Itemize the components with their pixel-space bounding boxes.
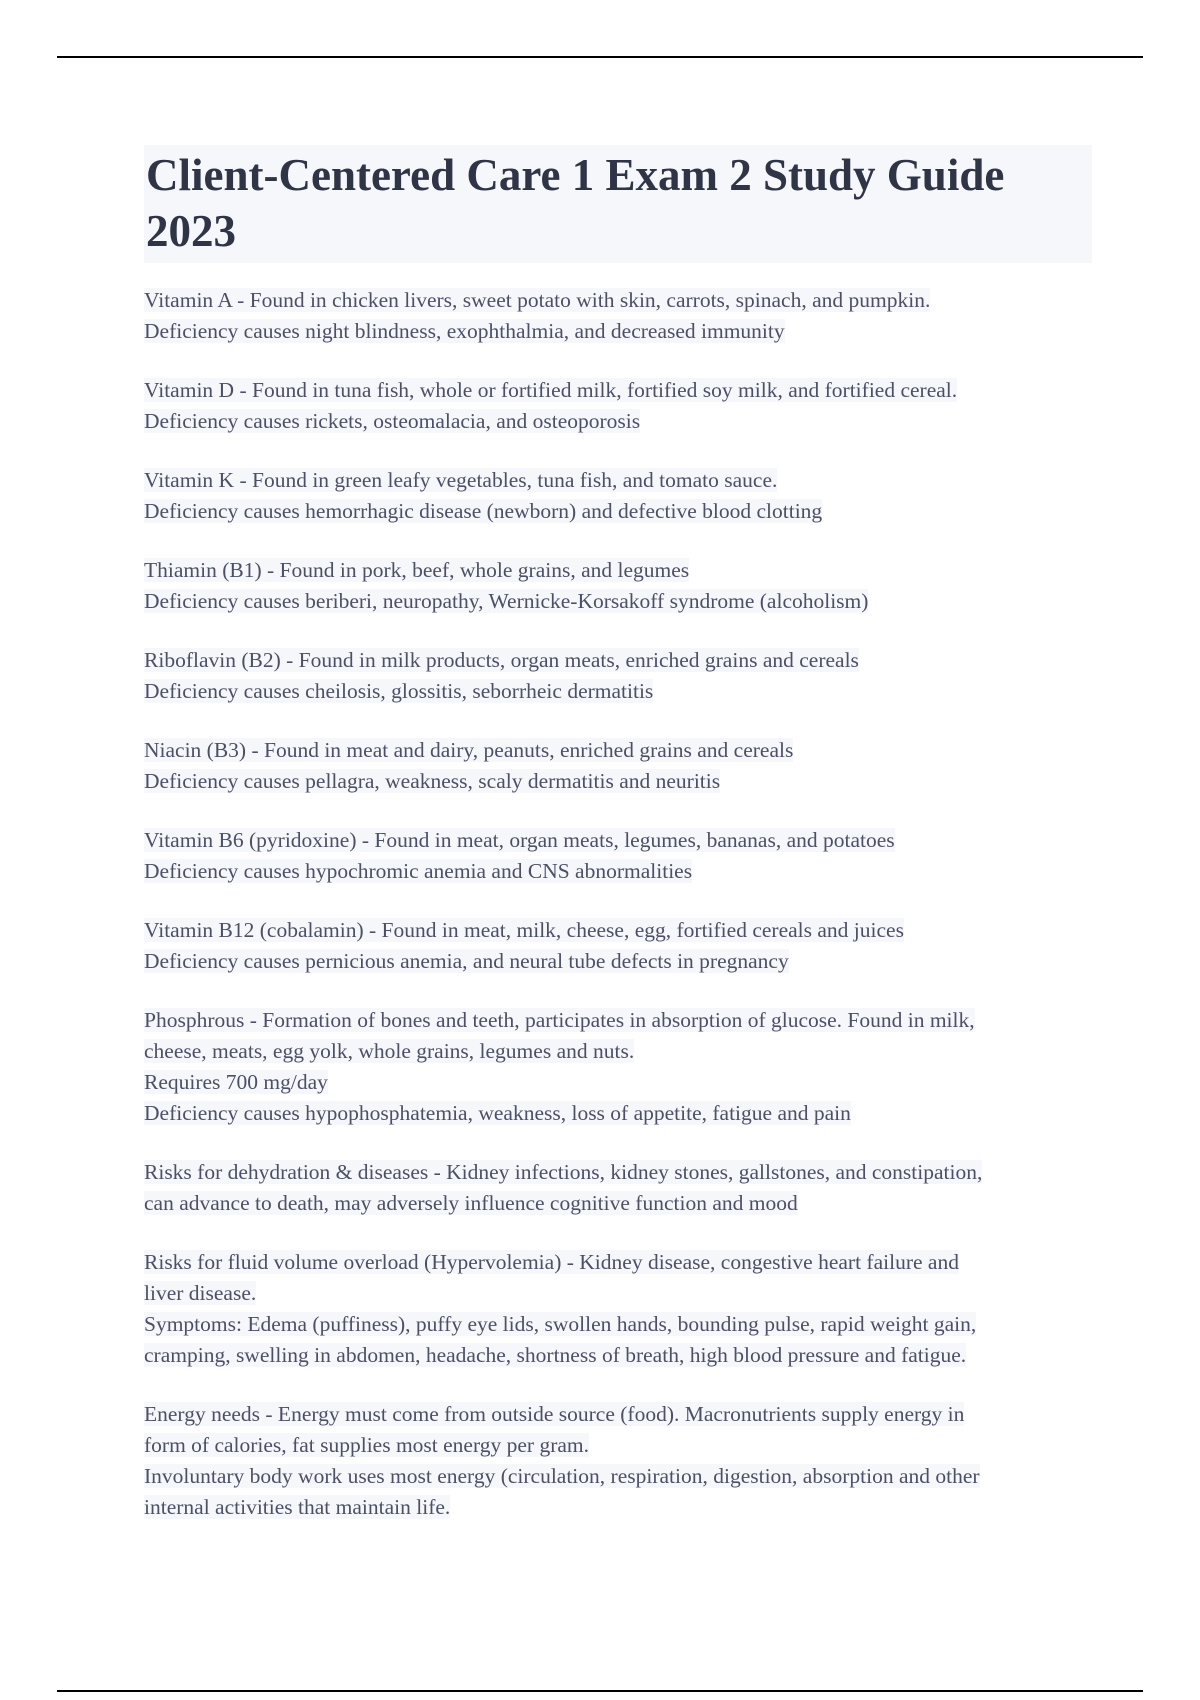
top-rule (57, 56, 1143, 58)
entry-line: Involuntary body work uses most energy (circulation, respiration, digestion, absorption and other (144, 1464, 980, 1488)
entry-energy-needs (144, 1400, 1094, 1524)
entry-line: Risks for dehydration & diseases - Kidney infections, kidney stones, gallstones, and constipation, (144, 1160, 983, 1184)
entry-vitamin-k (144, 466, 1094, 528)
entry-line: can advance to death, may adversely influence cognitive function and mood (144, 1191, 798, 1215)
entry-line: Phosphrous - Formation of bones and teeth, participates in absorption of glucose. Found in milk, (144, 1008, 975, 1032)
entry-line: Deficiency causes hypochromic anemia and CNS abnormalities (144, 859, 693, 883)
entry-line: Deficiency causes hemorrhagic disease (newborn) and defective blood clotting (144, 499, 823, 523)
entry-line: liver disease. (144, 1281, 257, 1305)
entry-line: Risks for fluid volume overload (Hypervolemia) - Kidney disease, congestive heart failure and (144, 1250, 959, 1274)
entry-vitamin-b6 (144, 826, 1094, 888)
entry-phosphrous (144, 1006, 1094, 1130)
entry-hypervolemia-risks (144, 1248, 1094, 1372)
entry-line: Energy needs - Energy must come from outside source (food). Macronutrients supply energy in (144, 1402, 965, 1426)
entry-line: Deficiency causes cheilosis, glossitis, seborrheic dermatitis (144, 679, 654, 703)
entry-line: Vitamin K - Found in green leafy vegetables, tuna fish, and tomato sauce. (144, 468, 778, 492)
entry-line: Deficiency causes rickets, osteomalacia, and osteoporosis (144, 409, 641, 433)
entry-line: Symptoms: Edema (puffiness), puffy eye lids, swollen hands, bounding pulse, rapid weight gain, (144, 1312, 977, 1336)
entry-line: Requires 700 mg/day (144, 1070, 328, 1094)
entry-vitamin-a (144, 286, 1094, 348)
entry-line: Deficiency causes hypophosphatemia, weakness, loss of appetite, fatigue and pain (144, 1101, 851, 1125)
entry-thiamin (144, 556, 1094, 618)
entry-line: Deficiency causes pernicious anemia, and neural tube defects in pregnancy (144, 949, 789, 973)
entry-line: Riboflavin (B2) - Found in milk products, organ meats, enriched grains and cereals (144, 648, 859, 672)
entry-vitamin-b12 (144, 916, 1094, 978)
entry-line: Thiamin (B1) - Found in pork, beef, whole grains, and legumes (144, 558, 690, 582)
entry-line: Vitamin B6 (pyridoxine) - Found in meat, organ meats, legumes, bananas, and potatoes (144, 828, 895, 852)
entry-line: Deficiency causes pellagra, weakness, scaly dermatitis and neuritis (144, 769, 721, 793)
entry-line: Vitamin D - Found in tuna fish, whole or fortified milk, fortified soy milk, and fortified cereal. (144, 378, 958, 402)
entry-line: Deficiency causes beriberi, neuropathy, Wernicke-Korsakoff syndrome (alcoholism) (144, 589, 869, 613)
entry-line: internal activities that maintain life. (144, 1495, 451, 1519)
entry-line: form of calories, fat supplies most energy per gram. (144, 1433, 590, 1457)
entry-vitamin-d (144, 376, 1094, 438)
entry-line: Vitamin B12 (cobalamin) - Found in meat, milk, cheese, egg, fortified cereals and juices (144, 918, 904, 942)
entry-niacin (144, 736, 1094, 798)
entry-line: Niacin (B3) - Found in meat and dairy, peanuts, enriched grains and cereals (144, 738, 794, 762)
page-title: Client-Centered Care 1 Exam 2 Study Guide 2023 (144, 145, 1092, 263)
entry-line: cramping, swelling in abdomen, headache, shortness of breath, high blood pressure and fatigue. (144, 1343, 967, 1367)
entry-dehydration-risks (144, 1158, 1094, 1220)
study-entries (144, 286, 1094, 1524)
entry-line: cheese, meats, egg yolk, whole grains, legumes and nuts. (144, 1039, 635, 1063)
document-content (144, 145, 1094, 1552)
bottom-rule (57, 1690, 1143, 1692)
entry-riboflavin (144, 646, 1094, 708)
entry-line: Vitamin A - Found in chicken livers, sweet potato with skin, carrots, spinach, and pumpkin. (144, 288, 931, 312)
entry-line: Deficiency causes night blindness, exophthalmia, and decreased immunity (144, 319, 785, 343)
